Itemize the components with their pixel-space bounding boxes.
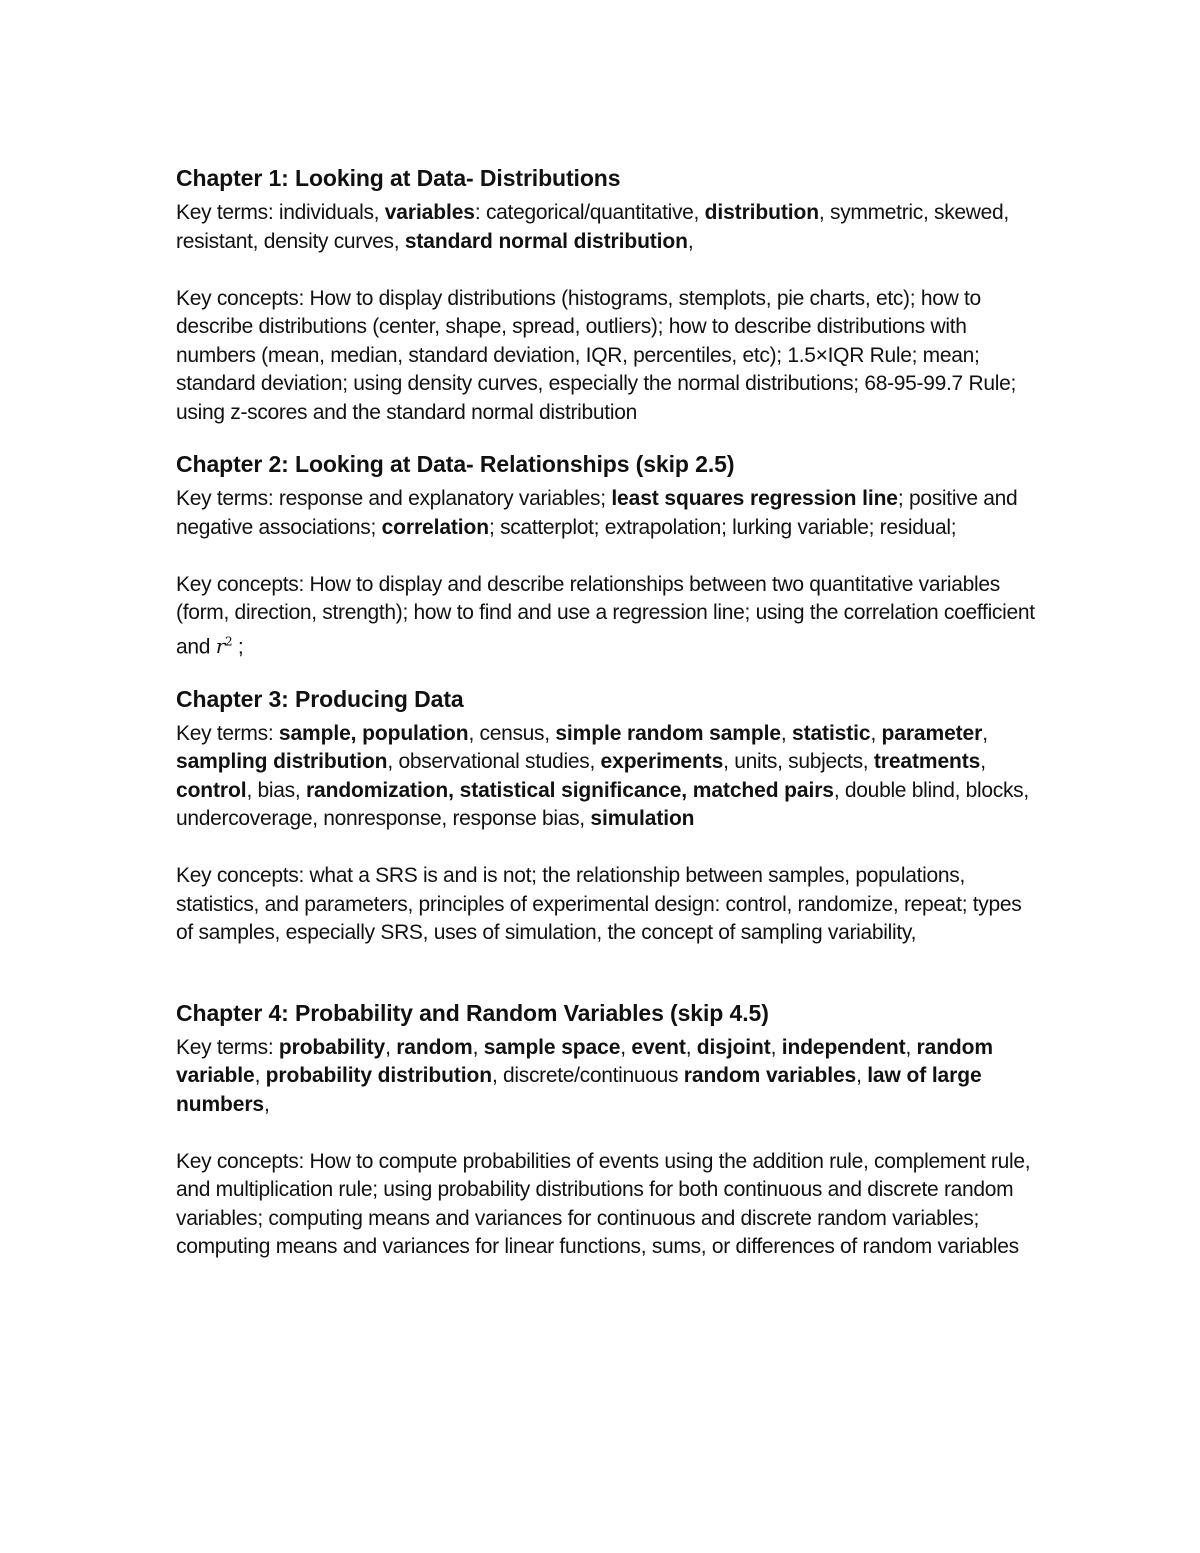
bold-key-term: control — [176, 778, 247, 802]
bold-key-term: parameter — [881, 721, 983, 745]
chapter-3-section — [176, 684, 1036, 948]
chapter-3-key-terms: Key terms: sample, population, census, simple random sample, statistic, parameter, sampling distribution, observational studies, experiments, units, subjects, treatments, control, bias, randomization, statistical significance, matched pairs, double blind, blocks, undercoverage, nonresponse, response bias, simulation — [176, 721, 1029, 831]
bold-key-term: probability distribution — [265, 1064, 492, 1088]
paragraph-gap — [176, 256, 1036, 285]
bold-key-term: simulation — [590, 807, 695, 831]
bold-key-term: random variables — [683, 1064, 857, 1088]
paragraph-gap — [176, 542, 1036, 571]
bold-key-term: sampling distribution — [176, 750, 388, 774]
bold-key-term: treatments — [873, 750, 981, 774]
bold-key-term: simple random sample — [555, 721, 781, 745]
chapter-4-section — [176, 998, 1036, 1262]
chapter-1-key-concepts: Key concepts: How to display distributions (histograms, stemplots, pie charts, etc); how to describe distributions (center, shape, spread, outliers); how to describe distributions with numbers (mean, median, standard deviation, IQR, percentiles, etc); 1.5×IQR Rule; mean; standard deviation; using density curves, especially the normal distributions; 68-95-99.7 Rule; using z-scores and the standard normal distribution — [176, 286, 1016, 424]
chapter-1-section — [176, 163, 1036, 427]
chapter-2-title: Chapter 2: Looking at Data- Relationships (skip 2.5) — [176, 451, 735, 477]
chapter-4-title: Chapter 4: Probability and Random Variables (skip 4.5) — [176, 999, 769, 1026]
bold-key-term: random — [396, 1035, 473, 1059]
bold-key-term: randomization, statistical significance, matched pairs — [305, 778, 834, 802]
bold-key-term: disjoint — [696, 1035, 771, 1059]
bold-key-term: distribution — [704, 201, 819, 224]
chapter-2-section — [176, 449, 1036, 662]
bold-key-term: correlation — [381, 515, 489, 539]
bold-key-term: statistic — [792, 721, 871, 745]
bold-key-term: experiments — [600, 750, 724, 774]
chapter-4-key-terms: Key terms: probability, random, sample space, event, disjoint, independent, random variable, probability distribution, discrete/continuous random variables, law of large numbers, — [176, 1035, 993, 1116]
bold-key-term: sample space — [483, 1035, 621, 1059]
bold-key-term: variables — [384, 201, 475, 224]
bold-key-term: probability — [278, 1035, 386, 1059]
bold-key-term: law of large numbers — [176, 1064, 982, 1116]
bold-key-term: standard normal distribution — [404, 229, 688, 253]
chapter-1-title: Chapter 1: Looking at Data- Distributions — [176, 165, 621, 191]
chapter-4-key-concepts: Key concepts: How to compute probabilities of events using the addition rule, complement rule, and multiplication rule; using probability distributions for both continuous and discrete random variables; computing means and variances for continuous and discrete random variables; computing means and variances for linear functions, sums, or differences of random variables — [176, 1149, 1031, 1259]
paragraph-gap — [176, 1119, 1036, 1148]
bold-key-term: sample, population — [278, 721, 469, 745]
bold-key-term: event — [631, 1035, 686, 1059]
chapter-3-title: Chapter 3: Producing Data — [176, 685, 464, 712]
chapter-2-key-concepts: Key concepts: How to display and describe relationships between two quantitative variables (form, direction, strength); how to find and use a regression line; using the correlation coefficient and $r^2$ ; — [176, 572, 1035, 659]
bold-key-term: random variable — [176, 1035, 993, 1088]
chapter-2-key-terms: Key terms: response and explanatory variables; least squares regression line; positive and negative associations; correlation; scatterplot; extrapolation; lurking variable; residual; — [176, 487, 1018, 539]
bold-key-term: least squares regression line — [611, 487, 898, 510]
chapter-3-key-concepts: Key concepts: what a SRS is and is not; the relationship between samples, populations, statistics, and parameters, principles of experimental design: control, randomize, repeat; types of samples, especially SRS, uses of simulation, the concept of sampling variability, — [176, 864, 1022, 945]
paragraph-gap — [176, 834, 1036, 863]
bold-key-term: independent — [781, 1035, 906, 1059]
document-page — [176, 163, 1036, 1262]
chapter-1-key-terms: Key terms: individuals, variables: categorical/quantitative, distribution, symmetric, skewed, resistant, density curves, standard normal distribution, — [176, 201, 1009, 253]
math-r-squared: $r^2$ — [215, 634, 233, 659]
